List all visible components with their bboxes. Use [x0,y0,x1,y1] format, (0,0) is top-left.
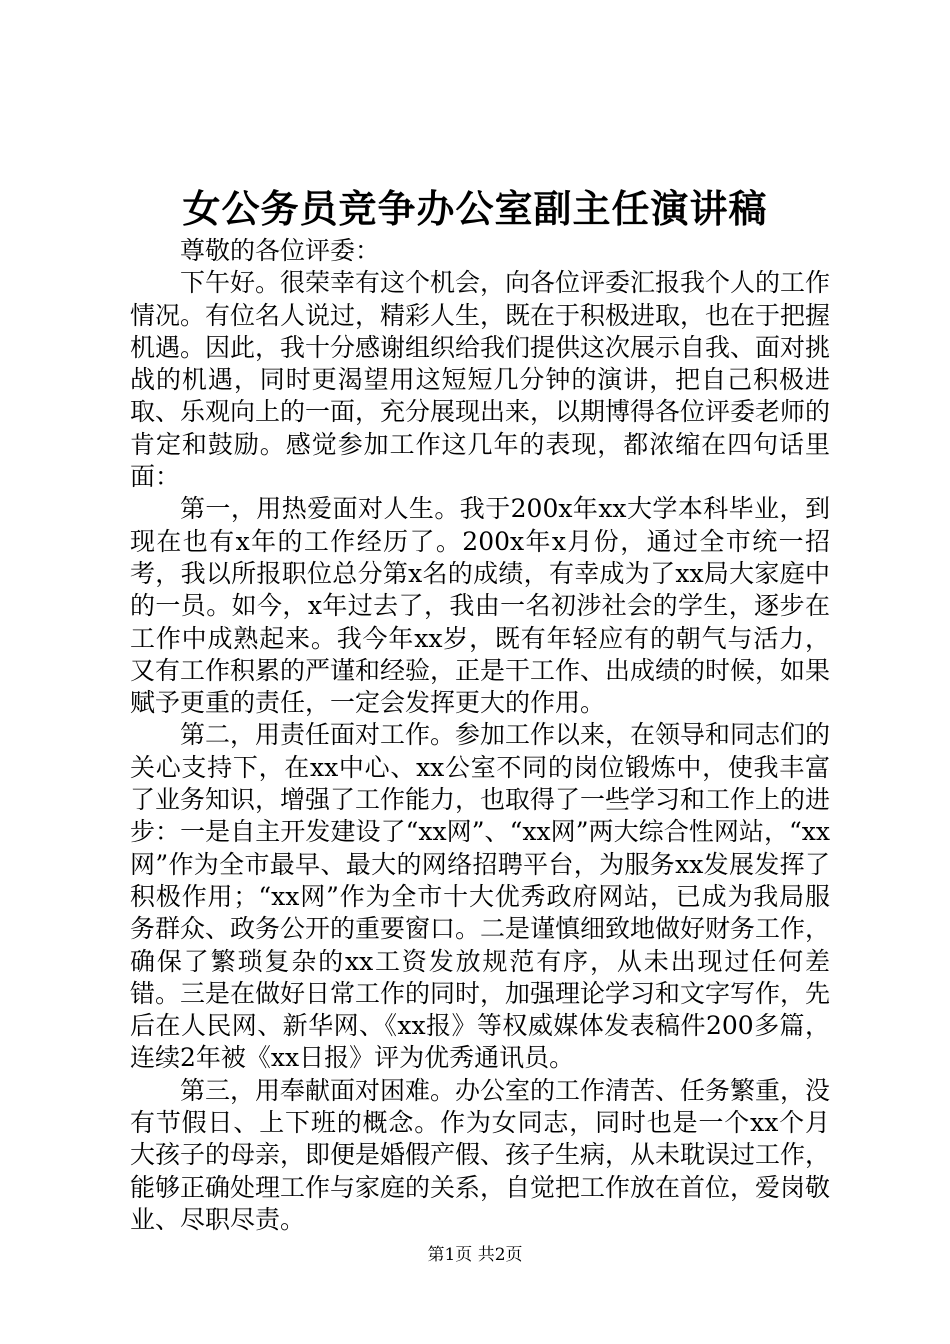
paragraph-greeting: 下午好。很荣幸有这个机会，向各位评委汇报我个人的工作情况。有位名人说过，精彩人生，既在于积极进取，也在于把握机遇。因此，我十分感谢组织给我们提供这次展示自我、面对挑战的机遇，同时更渴望用这短短几分钟的演讲，把自己积极进取、乐观向上的一面，充分展现出来，以期博得各位评委老师的肯定和鼓励。感觉参加工作这几年的表现，都浓缩在四句话里面： [130,268,831,492]
page-number-footer: 第1页 共2页 [427,1245,523,1265]
paragraph-second-point: 第二，用责任面对工作。参加工作以来，在领导和同志们的关心支持下，在xx中心、xx公室不同的岗位锻炼中，使我丰富了业务知识，增强了工作能力，也取得了一些学习和工作上的进步：一是自主开发建设了“xx网”、“xx网”两大综合性网站，“xx网”作为全市最早、最大的网络招聘平台，为服务xx发展发挥了积极作用；“xx网”作为全市十大优秀政府网站，已成为我局服务群众、政务公开的重要窗口。二是谨慎细致地做好财务工作，确保了繁琐复杂的xx工资发放规范有序，从未出现过任何差错。三是在做好日常工作的同时，加强理论学习和文字写作，先后在人民网、新华网、《xx报》等权威媒体发表稿件200多篇，连续2年被《xx日报》评为优秀通讯员。 [130,720,831,1073]
paragraph-first-point: 第一，用热爱面对人生。我于200x年xx大学本科毕业，到现在也有x年的工作经历了。200x年x月份，通过全市统一招考，我以所报职位总分第x名的成绩，有幸成为了xx局大家庭中的一员。如今，x年过去了，我由一名初涉社会的学生，逐步在工作中成熟起来。我今年xx岁，既有年轻应有的朝气与活力，又有工作积累的严谨和经验，正是干工作、出成绩的时候，如果赋予更重的责任，一定会发挥更大的作用。 [130,494,831,718]
paragraph-third-point: 第三，用奉献面对困难。办公室的工作清苦、任务繁重，没有节假日、上下班的概念。作为女同志，同时也是一个xx个月大孩子的母亲，即便是婚假产假、孩子生病，从未耽误过工作，能够正确处理工作与家庭的关系，自觉把工作放在首位，爱岗敬业、尽职尽责。 [130,1075,831,1234]
paragraph-salutation: 尊敬的各位评委： [180,236,381,265]
document-body [130,235,830,1236]
document-title: 女公务员竞争办公室副主任演讲稿 [182,186,768,231]
